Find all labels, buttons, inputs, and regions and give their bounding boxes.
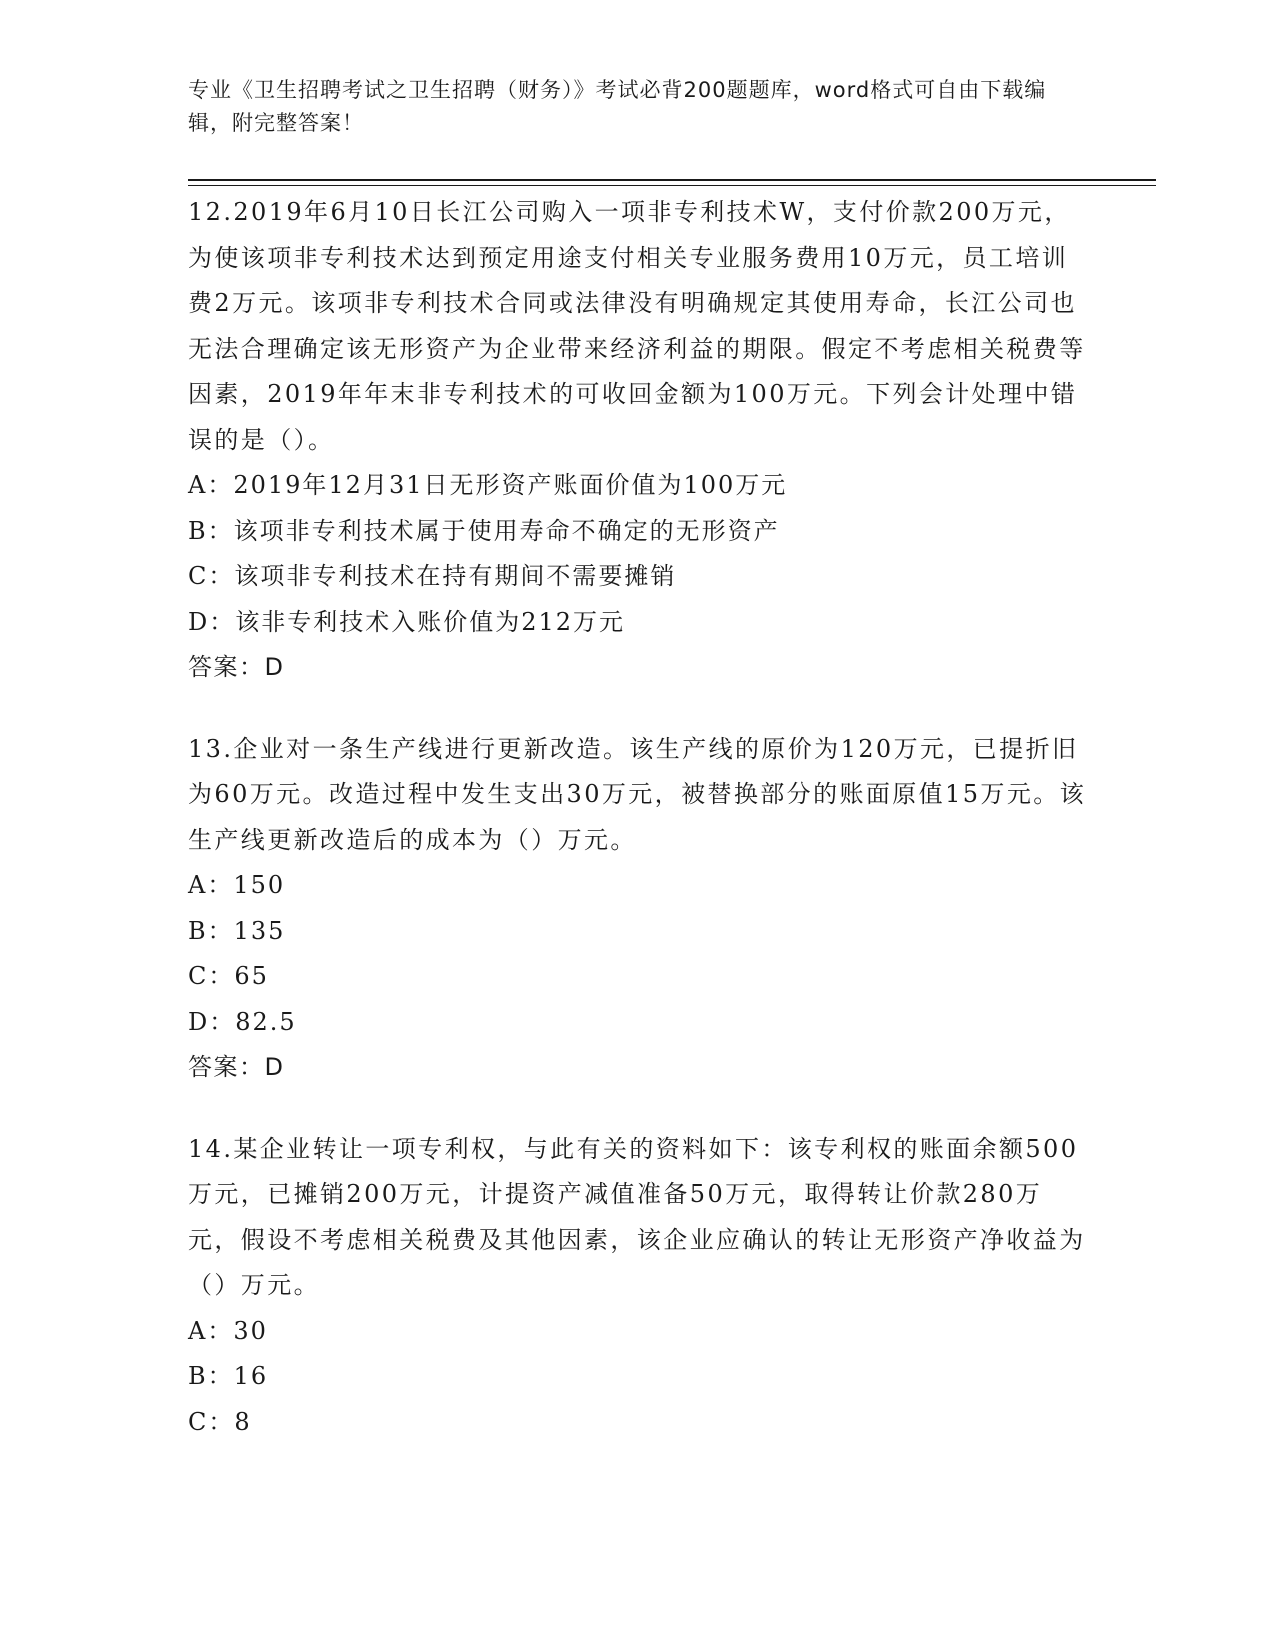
question-12 [188,190,1088,691]
header-divider-thin [188,185,1156,186]
option-d: D：该非专利技术入账价值为212万元 [188,607,626,636]
option-c: C：8 [188,1407,252,1436]
header-divider-thick [188,179,1156,181]
option-a: A：30 [188,1316,268,1345]
answer-label: 答案：D [188,1053,285,1081]
option-a: A：150 [188,871,286,899]
question-14 [188,1127,1088,1446]
answer-label: 答案：D [188,653,285,681]
option-c: C：该项非专利技术在持有期间不需要摊销 [188,562,677,590]
question-13 [188,727,1088,1091]
option-a: A：2019年12月31日无形资产账面价值为100万元 [188,471,788,499]
question-text: 13.企业对一条生产线进行更新改造。该生产线的原价为120万元，已提折旧为60万元。改造过程中发生支出30万元，被替换部分的账面原值15万元。该生产线更新改造后的成本为（）万元。 [188,734,1087,854]
question-text: 14.某企业转让一项专利权，与此有关的资料如下：该专利权的账面余额500万元，已摊销200万元，计提资产减值准备50万元，取得转让价款280万元，假设不考虑相关税费及其他因素，该企业应确认的转让无形资产净收益为（）万元。 [188,1134,1086,1299]
option-d: D：82.5 [188,1007,297,1036]
question-text: 12.2019年6月10日长江公司购入一项非专利技术W，支付价款200万元，为使该项非专利技术达到预定用途支付相关专业服务费用10万元，员工培训费2万元。该项非专利技术合同或法律没有明确规定其使用寿命，长江公司也无法合理确定该无形资产为企业带来经济利益的期限。假定不考虑相关税费等因素，2019年年末非专利技术的可收回金额为100万元。下列会计处理中错误的是（）。 [188,198,1086,454]
option-b: B：该项非专利技术属于使用寿命不确定的无形资产 [188,516,780,545]
document-header-title: 专业《卫生招聘考试之卫生招聘（财务）》考试必背200题题库，word格式可自由下载编辑，附完整答案！ [188,78,1047,135]
question-list [188,190,1088,1481]
option-c: C：65 [188,962,269,990]
option-b: B：16 [188,1362,269,1390]
option-b: B：135 [188,916,286,945]
